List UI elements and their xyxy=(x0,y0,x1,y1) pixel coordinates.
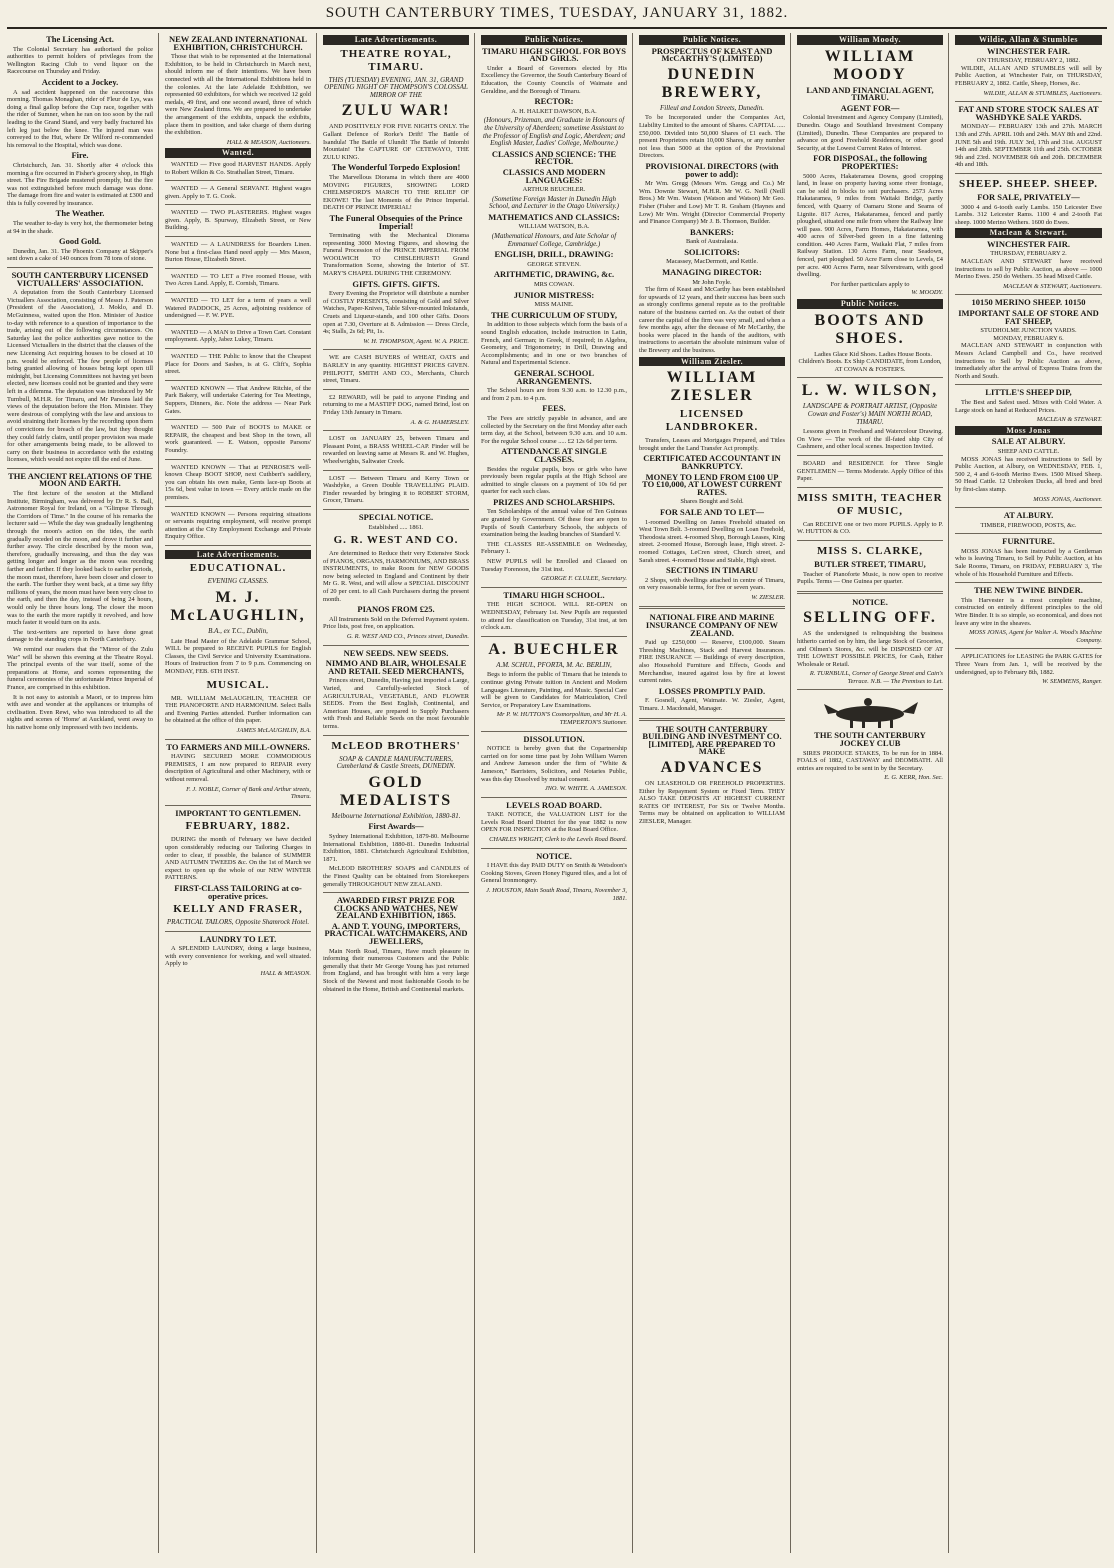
ad-name: GEORGE STEVEN. xyxy=(527,260,581,268)
ad-text: Princes street, Dunedin, Having just imported a Large, Varied, and Carefully-selected Stock of AGRICULTURAL, VEGETABLE, AND FLOWER SEEDS. From the Best English, Continental, and American Houses, are prepared to Supply Purchasers with Fresh and Reliable Seeds on the most favourable terms. xyxy=(323,677,469,730)
ad-text: This Harvester is a most complete machine, constructed on entirely different principles to the old Wire Binder. It is so simple, so economical, and does not leave any wire in the sheaves. xyxy=(955,596,1102,627)
ad-subheading: ON THURSDAY, FEBRUARY 2, 1882. xyxy=(976,57,1081,65)
article-text: Christchurch, Jan. 31. Shortly after 4 o'clock this morning a fire occurred in Fisher's grocery shop, in High street. The Fire Brigade mustered promptly, but the fire was not extinguished before much damage was done. The damage from fire and water is estimated at £300 and this is fully covered by insurance. xyxy=(7,161,153,207)
section-band: William Ziesler. xyxy=(639,357,785,367)
ad-heading: NOTICE. xyxy=(852,596,888,607)
section-band: Moss Jonas xyxy=(955,426,1102,436)
ad-subheading: SOAP & CANDLE MANUFACTURERS, Cumberland & Castle Streets, DUNEDIN. xyxy=(336,754,456,771)
ad-subheading: Established ..... 1861. xyxy=(368,523,424,531)
column-7 xyxy=(955,33,1107,1553)
section-band: Public Notices. xyxy=(639,35,785,45)
ad-heading: RECTOR: xyxy=(534,96,574,107)
ad-text: Ten Scholarships of the annual value of Ten Guineas are granted by Government. Of these four are open to Pupils of South Canterbury Schools, the subjects of examination being the leading branches of Standard V. xyxy=(481,508,627,539)
ad-heading: BANKERS: xyxy=(690,226,734,237)
ad-heading: TIMARU HIGH SCHOOL. xyxy=(503,589,605,600)
divider xyxy=(955,582,1102,583)
ad-text: In addition to those subjects which form the basis of a sound English education, include instruction in Latin, French, and German; in Greek, if required; in Algebra, Geometry, and Trigonometry; in Drill, Drawing and Accomplishments; and in one or two branches of Natural and Experimental Science. xyxy=(481,321,627,367)
ad-heading: SPECIAL NOTICE. xyxy=(358,511,434,522)
ad-subheading: EVENING CLASSES. xyxy=(207,577,269,586)
signature: JNO. W. WHITE. A. JAMESON. xyxy=(544,785,627,793)
ad-subheading: (Mathematical Honours, and late Scholar of Emmanuel College, Cambridge.) xyxy=(491,232,617,248)
ad-name: MISS SMITH, TEACHER OF MUSIC, xyxy=(797,491,943,517)
ad-text: Mr Wm. Gregg (Messrs Wm. Gregg and Co.) Mr Wm. Downie Stewart, M.H.R. Mr W. G. Neill (Neill Bros.) Mr Wm. Watson (Watson and Watson) Mr Geo. Fisher (Fisher and Low) Mr T. R. Graham (Haynes and Low) Mr Wm. Wright (Director Commercial Property and Finance Company) Mr J. B. Thomson, Builder. xyxy=(639,180,785,226)
ad-text: F. Gosnell, Agent, Waimate. W. Ziesler, Agent, Timaru. J. Macdonald, Manager. xyxy=(639,697,785,712)
headline: THE ANCIENT RELATIONS OF THE MOON AND EARTH. xyxy=(8,470,152,489)
ad-name: MRS COWAN. xyxy=(533,281,575,289)
ad-subheading: A.M. SCHUL, PFORTA, M. Ac. BERLIN, xyxy=(496,660,612,669)
section-band: Late Advertisements. xyxy=(323,35,469,45)
ad-heading: NATIONAL FIRE AND MARINE INSURANCE COMPANY OF NEW ZEALAND. xyxy=(645,612,779,638)
divider xyxy=(165,204,311,205)
ad-heading: The Wonderful Torpedo Explosion! xyxy=(331,162,461,173)
divider xyxy=(165,506,311,507)
ad-text: WE are CASH BUYERS of WHEAT, OATS and BARLEY in any quantity. HIGHEST PRICES GIVEN. PHILPOTT, SMITH AND CO., Merchants, Church street, Timaru. xyxy=(323,354,469,385)
divider xyxy=(481,587,627,588)
divider xyxy=(797,455,943,456)
ad-text: AND POSITIVELY FOR FIVE NIGHTS ONLY. The Gallant Defence of Rorke's Drift! The Battle of Isandula! The Battle of Ulundi! The Battle of Intombi Mountain! The CAPTURE OF CETEWAYO, THE ZULU KING. xyxy=(323,123,469,161)
ad-text: Late Head Master of the Adelaide Grammar School, WILL be prepared to RECEIVE PUPILS for English Classes, the Civil Service and University Examinations. Hours of Instruction from 7 to 9 p.m. Commencing on MONDAY, FEB. 6TH INST. xyxy=(165,637,311,676)
ad-subheading: (Sometime Foreign Master in Dunedin High School, and Lecturer in the Otago University.) xyxy=(489,194,619,211)
article-text: A sad accident happened on the racecourse this morning. Thomas Monaghan, rider of Fleur de Lys, was doing a final gallop before the Cup race, together with the rider of Sumner, when he ran on too soon by the rail leading to the Grand Stand, and very badly fractured his left leg just below the knee. The injured man was conveyed to the Hut, where Dr Wilford re-commended his removal to the Hospital, which was done. xyxy=(7,88,153,149)
ad-heading: MUSICAL. xyxy=(206,678,270,691)
ad-name: KELLY AND FRASER, xyxy=(173,903,303,916)
ad-heading: SOLICITORS: xyxy=(684,246,740,257)
divider xyxy=(323,349,469,350)
ad-text: Mr John Foyle. xyxy=(692,278,732,286)
ad-heading: CERTIFICATED ACCOUNTANT IN BANKRUPTCY. xyxy=(643,453,781,471)
signature: Mr P. W. HUTTON'S Cosmorpolitan, and Mr H. A. TEMPERTON'S Stationer. xyxy=(496,711,627,726)
divider xyxy=(481,848,627,849)
ad-heading: CLASSICS AND SCIENCE: THE RECTOR. xyxy=(491,148,617,167)
ad-text: THE CLASSES RE-ASSEMBLE on Wednesday, February 1. xyxy=(481,540,627,556)
ad-heading: MONEY TO LEND FROM £100 UP TO £10,000, AT LOWEST CURRENT RATES. xyxy=(642,471,782,497)
ad-heading: IMPORTANT TO GENTLEMEN. xyxy=(175,807,301,818)
ad-text: ON LEASEHOLD OR FREEHOLD PROPERTIES. Either by Repayment System or Fixed Term. THEY ALSO TAKE DEPOSITS AT HIGHEST CURRENT RATES OF INTEREST, For Six or Twelve Months. Terms may be obtained on application to WILLIAM ZIESLER, Manager. xyxy=(639,779,785,825)
signature: MACLEAN & STEWART, Auctioneers. xyxy=(1003,282,1102,290)
article-text: The text-writers are reported to have done great damage to the standing crops in North Canterbury. xyxy=(7,628,153,644)
ad-heading: THE NEW TWINE BINDER. xyxy=(974,585,1083,596)
divider xyxy=(165,459,311,460)
ad-text: Are determined to Reduce their very Extensive Stock of PIANOS, ORGANS, HARMONIUMS, AND BRASS INSTRUMENTS, to make Room for NEW GOODS now being selected in England and Continent by their Mr G. R. West, and will allow a SPECIAL DISCOUNT of 20 per cent. to all Cash Purchasers during the present month. xyxy=(323,550,469,603)
ad-subheading: PRACTICAL TAILORS, Opposite Shamrock Hotel. xyxy=(166,918,310,927)
divider xyxy=(955,533,1102,534)
ad-heading: LITTLE'S SHEEP DIP, xyxy=(985,387,1072,398)
ad-text: AS the undersigned is relinquishing the business hitherto carried on by him, the large Stock of Groceries, and Oilmen's Stores, &c. will be DISPOSED OF AT THE LOWEST POSSIBLE PRICES, for Cash, Either Wholesale or Retail. xyxy=(797,630,943,668)
divider xyxy=(165,236,311,237)
divider xyxy=(797,591,943,594)
article-text: It is not easy to astonish a Maori, or to impress him with awe and wonder at the appliances or triumphs of civilisation. Even Rewi, who was introduced to all the sights and scenes of 'Home' at Auckland, went away to his native home only impressed with two incidents. xyxy=(7,693,153,731)
ad-name: ADVANCES xyxy=(660,758,764,776)
ad-text: MOSS JONAS has received instructions to Sell by Public Auction, at Albury, on WEDNESDAY, FEB. 1, 500 2, 4 and 6-tooth Merino Ewes. 1500 Mixed Sheep. 50 Head Cattle. 12 Unbroken Ducks, all bred and bred by first-class stamp. xyxy=(955,455,1102,493)
ad-name: WILLIAM ZIESLER xyxy=(666,369,758,405)
divider xyxy=(955,384,1102,385)
section-band: Wanted. xyxy=(165,148,311,158)
wanted-item: WANTED KNOWN — That Andrew Ritchie, of the Park Bakery, will undertake Catering for Tea Meetings, Suppers, Dinners, &c. Note the address — Near Park Gates. xyxy=(165,384,311,415)
ad-heading: PROSPECTUS OF KEAST AND McCARTHY'S (LIMITED) xyxy=(651,45,773,64)
section-band: Public Notices. xyxy=(481,35,627,45)
article-text: We remind our readers that the "Mirror of the Zulu War" will be shown this evening at the Theatre Royal. The principal events of the war itself, some of the preparations at Home, and scenes representing the funeral ceremonies of the unfortunate Prince Imperial of France, are comprised in this exhibition. xyxy=(7,645,153,691)
ad-heading: GENERAL SCHOOL ARRANGEMENTS. xyxy=(513,367,595,386)
divider xyxy=(797,540,943,541)
ad-name: GOLD MEDALISTS xyxy=(339,773,453,809)
signature: WILDIE, ALLAN & STUMBLES, Auctioneers. xyxy=(983,89,1102,97)
divider xyxy=(797,689,943,690)
ad-text: Paid up £250,000 — Reserve, £100,000. Steam Threshing Machines, Stack and Harvest Insurances. FIRE INSURANCE — Buildings of every description, also Household Furniture and Effects, Goods and Merchandise, insured against loss by fire at lowest current rates. xyxy=(639,639,785,685)
ad-text: The School hours are from 9.30 a.m. to 12.30 p.m., and from 2 p.m. to 4 p.m. xyxy=(481,387,627,402)
ad-text: LOST — Between Timaru and Kerry Town or Washdyke, a Green Double TRAVELLING PLAID. Finder rewarded by bringing it to ROBERT STORM, Grocer, Timaru. xyxy=(323,474,469,505)
wanted-list xyxy=(165,161,311,546)
ad-text: Lessons given in Freehand and Watercolour Drawing. On View — The work of the ill-fated ship City of Cashmere, and other local scenes. Inspection Invited. xyxy=(797,428,943,451)
ad-heading: AT ALBURY. xyxy=(1003,510,1054,521)
ad-heading: LAUNDRY TO LET. xyxy=(199,933,277,944)
ad-text: DURING the month of February we have decided upon considerably reducing our Tailoring Charges in order to clear, if possible, the balance of SUMMER AND AUTUMN TWEEDS &c. On the 1st of March we expect to open up the whole of our NEW WINTER PATTERNS. xyxy=(165,836,311,882)
ad-heading: AWARDED FIRST PRIZE FOR CLOCKS AND WATCHES, NEW ZEALAND EXHIBITION, 1865. xyxy=(333,895,459,921)
divider xyxy=(955,294,1102,295)
ad-heading: 10150 MERINO SHEEP. 10150 xyxy=(971,297,1086,308)
ad-text: WILDIE, ALLAN AND STUMBLES will sell by Public Auction, at Winchester Fair, on THURSDAY, FEBRUARY 2, 1882. Cattle, Sheep, Horses, &c. xyxy=(955,64,1102,87)
ad-text: MOSS JONAS has been instructed by a Gentleman who is leaving Timaru, to Sell by Public Auction, at his Sale Rooms, Timaru, on FRIDAY, FEBRUARY 3, The whole of his Household Furniture and Effects. xyxy=(955,547,1102,578)
divider xyxy=(165,348,311,349)
signature: W. MOODY. xyxy=(911,289,943,297)
ad-heading: First Awards— xyxy=(368,821,424,832)
divider xyxy=(165,324,311,325)
wanted-item: WANTED — TWO PLASTERERS. Highest wages given. Apply, B. Spurway, Elizabeth Street, or New Building. xyxy=(165,209,311,232)
ad-subheading: LAND AND FINANCIAL AGENT, TIMARU. xyxy=(806,84,934,103)
ad-name: L. W. WILSON, xyxy=(801,382,939,400)
wanted-item: WANTED — TO LET for a term of years a well Watered PADDOCK, 25 Acres, adjoining residence of undersigned — F. W. PYE. xyxy=(165,297,311,320)
ad-text: Transfers, Leases and Mortgages Prepared, and Titles brought under the Land Transfer Act promptly. xyxy=(639,437,785,452)
ad-subheading: FOR SALE, PRIVATELY— xyxy=(977,191,1080,202)
article-text: The weather to-day is very hot, the thermometer being at 94 in the shade. xyxy=(7,220,153,235)
ad-text: HAVING SECURED MORE COMMODIOUS PREMISES, I am now prepared to REPAIR every description of Agricultural and other Machinery, with or without removal. xyxy=(165,753,311,783)
ad-text: Colonial Investment and Agency Company (Limited), Dunedin. Otago and Southland Investment Company (Limited), Dunedin. These Companies are prepared to advance on good Freehold Residences, or other good Security, at the Lowest Current Rates of Interest. xyxy=(797,114,943,152)
ad-heading: The Funeral Obsequies of the Prince Imperial! xyxy=(329,212,463,231)
ad-text: The firm of Keast and McCarthy has been established for upwards of 12 years, and their success has been such as strongly confirms general repute as to the profitable nature of the business carried on. As the outset of their career the capital of the firm was very small, and when a few months ago, after the decease of Mr McCarthy, the books were placed in the hands of the auditors, with instructions to ascertain the absolute minimum value of the Brewery and the business. xyxy=(639,286,785,354)
ad-heading: PROVISIONAL DIRECTORS (with power to add): xyxy=(645,160,779,179)
signature: W. H. THOMPSON, Agent. W. A. PRICE. xyxy=(363,337,469,345)
ad-name: A. AND T. YOUNG, IMPORTERS, PRACTICAL WATCHMAKERS, AND JEWELLERS, xyxy=(324,920,468,947)
signature: JAMES McLAUGHLIN, B.A. xyxy=(236,727,311,734)
ad-subheading: (Honours, Prizeman, and Graduate in Honours of the University of Aberdeen; sometime Assistant to the Professor of English and Logic, Aberdeen; and English Master, Ladies' College, Melbourne.) xyxy=(482,116,626,148)
ad-heading: FEES. xyxy=(542,403,566,414)
ad-name: M. J. McLAUGHLIN, xyxy=(170,589,306,625)
ad-text: The Marvellous Diorama in which there are 4000 MOVING FIGURES, SHOWING LORD CHELMSFORD'S MARCH TO THE RELIEF OF EKOWE! The last Moments of the Prince Imperial. DEATH OF PRINCE IMPERIAL! xyxy=(323,173,469,212)
divider xyxy=(165,268,311,269)
wanted-item: WANTED — A MAN to Drive a Town Cart. Constant employment. Apply, Jabez Lukey, Timaru. xyxy=(165,328,311,344)
ad-heading: SHEEP. SHEEP. SHEEP. xyxy=(959,177,1098,190)
ad-text: Shares Bought and Sold. xyxy=(680,498,744,506)
ad-name: A. H. HALKET DAWSON, B.A. xyxy=(511,107,597,115)
divider xyxy=(165,419,311,420)
ad-heading: JUNIOR MISTRESS: xyxy=(513,289,595,300)
section-band: Public Notices. xyxy=(797,299,943,309)
ad-heading: FAT AND STORE STOCK SALES AT WASHDYKE SALE YARDS. xyxy=(958,104,1099,122)
ad-heading: FOR SALE AND TO LET— xyxy=(659,506,765,517)
ad-subheading: LICENSED LANDBROKER. xyxy=(665,408,759,434)
wanted-item: WANTED KNOWN — That at PENROSE'S well-known Cheap BOOT SHOP, next Cuthbert's saddlery, you can obtain his own make, Gents lace-up Boots at 15s 6d, best value in town — Every article made on the premises. xyxy=(165,463,311,501)
ad-text: A SPLENDID LAUNDRY, doing a large business, with every convenience for working, and well situated. Apply to xyxy=(165,945,311,968)
signature: W. SEMMENS, Ranger. xyxy=(1042,678,1102,686)
divider xyxy=(481,636,627,637)
wanted-item: WANTED — 500 Pair of BOOTS to MAKE or REPAIR, the cheapest and best Shop in the town, all work guaranteed. — E. Watson, opposite Parsons' Foundry. xyxy=(165,424,311,454)
ad-text: Besides the regular pupils, boys or girls who have previously been regular pupils at the High School are admitted to single classes on a payment of 10s 6d per quarter for each such class. xyxy=(481,465,627,496)
column-4 xyxy=(481,33,633,1553)
ad-subheading: THURSDAY, FEBRUARY 2. xyxy=(990,250,1067,258)
ad-text: Those that wish to be represented at the International Exhibition, to be held in Christchurch in March next, should inform me of their intentions. We have been connected with all the International Exhibitions held in the colonies. At the late Adelaide Exhibition, we represented 60 exhibitors, for which we received 12 gold medals, 49 first, and one second award, three of which were New Zealand firms. We are prepared to undertake the arrangement of the exhibits, unpack the exhibits, place them in position, and take charge of them during the exhibition. xyxy=(165,53,311,137)
section-band: Wildie, Allan & Stumbles xyxy=(955,35,1102,45)
columns xyxy=(7,33,1107,1553)
newspaper-page xyxy=(7,5,1107,1558)
ad-heading: SALE AT ALBURY. xyxy=(991,436,1066,447)
divider xyxy=(165,380,311,381)
ad-heading: TO FARMERS AND MILL-OWNERS. xyxy=(166,741,310,752)
ad-heading: ARITHMETIC, DRAWING, &c. xyxy=(493,269,615,280)
ad-text: TAKE NOTICE, the VALUATION LIST for the Levels Road Board District for the year 1882 is now OPEN FOR INSPECTION at the Road Board Office. xyxy=(481,811,627,834)
divider xyxy=(7,468,153,469)
wanted-item: WANTED — A LAUNDRESS for Boarders Linen. None but a first-class Hand need apply — Mrs Mason, Burton House, Elizabeth Street. xyxy=(165,241,311,264)
ad-heading: FIRST-CLASS TAILORING at co-operative prices. xyxy=(174,882,302,901)
divider xyxy=(323,430,469,431)
ad-text: All Instruments Sold on the Deferred Payment system. Price lists, post free, on application. xyxy=(323,615,469,631)
ad-text: Terminating with the Mechanical Diorama representing 3000 Moving Figures, and showing the Funeral Procession of the PRINCE IMPERIAL FROM WOOLWICH TO CHISLEHURST! Grand Transformation Scene, showing the Interior of ST. MARY'S CHAPEL DURING THE CEREMONY. xyxy=(323,232,469,278)
column-3 xyxy=(323,33,475,1553)
divider xyxy=(797,377,943,378)
wanted-item: WANTED — TO LET a Five roomed House, with Two Acres Land. Apply, E. Cornish, Timaru. xyxy=(165,272,311,288)
signature: E. G. KERR, Hon. Sec. xyxy=(884,774,943,782)
signature: HALL & MEASON. xyxy=(260,970,311,978)
divider xyxy=(323,735,469,736)
ad-subheading: LANDSCAPE & PORTRAIT ARTIST, (Opposite Cowan and Foster's) MAIN NORTH ROAD, TIMARU. xyxy=(802,402,938,426)
divider xyxy=(7,267,153,268)
ad-name: A. BUECHLER xyxy=(488,640,620,658)
headline: The Weather. xyxy=(55,208,105,219)
ad-text: I HAVE this day PAID DUTY on Smith & Wetsdoon's Cooking Stoves, Green Honey Figured tiles, and a lot of General Ironmongery. xyxy=(481,862,627,885)
ad-subheading: BUTLER STREET, TIMARU, xyxy=(814,558,926,569)
ad-heading: GIFTS. GIFTS. GIFTS. xyxy=(352,278,440,289)
section-band: Late Advertisements. xyxy=(165,550,311,560)
ad-heading: THEATRE ROYAL, TIMARU. xyxy=(340,47,452,73)
signature: GEORGE F. CLULEE, Secretary. xyxy=(541,575,627,583)
wanted-item: WANTED — Five good HARVEST HANDS. Apply to Robert Wilkin & Co. Strathallan Street, Timaru. xyxy=(165,160,311,176)
ad-heading: WINCHESTER FAIR. xyxy=(987,238,1070,249)
ad-heading: PRIZES AND SCHOLARSHIPS. xyxy=(493,496,615,507)
ad-subheading: TIMBER, FIREWOOD, POSTS, &c. xyxy=(980,521,1077,529)
ad-name: NIMMO AND BLAIR, WHOLESALE AND RETAIL SEED MERCHANTS, xyxy=(325,658,467,676)
divider xyxy=(323,509,469,510)
ad-text: McLEOD BROTHERS' SOAPS and CANDLES of the Finest Quality can be obtained from Storekeepers generally THROUGHOUT NEW ZEALAND. xyxy=(323,865,469,888)
ad-name: DUNEDIN BREWERY, xyxy=(661,65,763,101)
wanted-item: WANTED KNOWN — Persons requiring situations or servants requiring employment, will receive prompt attention at the City Employment Exchange and Private Enquiry Office. xyxy=(165,510,311,541)
headline: NEW ZEALAND INTERNATIONAL EXHIBITION, CHRISTCHURCH. xyxy=(168,34,308,52)
divider xyxy=(165,805,311,806)
divider xyxy=(639,606,785,609)
headline: The Licensing Act. xyxy=(46,34,114,44)
ad-text: NOTICE is hereby given that the Copartnership carried on for some time past by John William Warren and Andrew Jameson under the firm of "White & Jameson," Barristers, Solicitors, and Notaries Public, was this day Dissolved by mutual consent. xyxy=(481,745,627,783)
divider xyxy=(481,797,627,798)
ad-heading: DISSOLUTION. xyxy=(523,733,585,744)
article-text: The Colonial Secretary has authorised the police authorities to permit holders of privileges from the Wellington Racing Club to vend liquor on the Racecourse on Thursday and Friday. xyxy=(7,45,153,76)
divider xyxy=(165,292,311,293)
ad-heading: FOR DISPOSAL, the following PROPERTIES: xyxy=(813,153,927,171)
ad-text: 1-roomed Dwelling on James Freehold situated on West Town Belt. 3-roomed Dwelling on Loan Freehold, Theodosia street. 4-roomed Shop, Borough Leases, King street. 2-roomed House, Borough lease, High street. 2-roomed Cottages, LeCren street, Church street, and Sarah street. 4-roomed House and Stable, High street. xyxy=(639,518,785,564)
signature: A. & G. HAMERSLEY. xyxy=(410,418,469,426)
ad-text: Every Evening the Proprietor will distribute a number of COSTLY PRESENTS, consisting of Gold and Silver Watches, Paper-Knives, Table Silver-mounted Inkstands, Cruets and Liqueur-stands, and 100 other Gifts. Doors open at 7.30, Overture at 8. Admission — Dress Circle, 4s; Stalls, 2s 6d; Pit, 1s. xyxy=(323,290,469,336)
ad-subheading: B.A., ex T.C., Dublin, xyxy=(208,627,268,636)
ad-name: ZULU WAR! xyxy=(341,102,451,120)
divider xyxy=(165,180,311,181)
column-5 xyxy=(639,33,791,1553)
ad-heading: ATTENDANCE AT SINGLE CLASSES. xyxy=(501,446,607,464)
ad-text: MACLEAN AND STEWART have received instructions to sell by Public Auction, as above — 1000 Merino Ewes. 250 do Wethers. 35 head Mixed Cattle. xyxy=(955,258,1102,281)
masthead: SOUTH CANTERBURY TIMES, TUESDAY, JANUARY 31, 1882. xyxy=(7,5,1107,29)
headline: Good Gold. xyxy=(58,236,102,247)
divider xyxy=(323,645,469,646)
ad-name: G. R. WEST AND CO. xyxy=(333,534,459,547)
ad-text: Can RECEIVE one or two more PUPILS. Apply to P. W. HUTTON & CO. xyxy=(797,520,943,536)
ad-heading: NEW SEEDS. NEW SEEDS. xyxy=(343,647,449,658)
ad-heading: THE SOUTH CANTERBURY JOCKEY CLUB xyxy=(814,730,926,749)
signature: F. J. NOBLE, Corner of Bank and Arthur streets, Timaru. xyxy=(186,785,311,801)
ad-heading: AGENT FOR— xyxy=(840,102,900,113)
ad-text: APPLICATIONS for LEASING the PARK GATES for Three Years from Jan. 1, will be received by the undersigned, up to February 8th, 1882. xyxy=(955,653,1102,676)
ad-text: NEW PUPILS will be Enrolled and Classed on Tuesday Forenoon, the 31st inst. xyxy=(481,558,627,573)
ad-heading: EDUCATIONAL. xyxy=(189,562,287,575)
ad-text: Macassey, MacDermott, and Kettle. xyxy=(666,258,758,266)
divider xyxy=(323,470,469,471)
ad-subheading: Melbourne International Exhibition, 1880-81. xyxy=(331,811,461,820)
wanted-item: WANTED — THE Public to know that the Cheapest Place for Doors and Sashes, is at G. Clift's, Sophia street. xyxy=(165,353,311,376)
ad-heading: WINCHESTER FAIR. xyxy=(987,45,1070,56)
ad-heading: TIMARU HIGH SCHOOL FOR BOYS AND GIRLS. xyxy=(481,45,627,64)
ad-text: THE HIGH SCHOOL WILL RE-OPEN on WEDNESDAY, February 1st. New Pupils are requested to attend for classification on Tuesday, 31st inst, at ten o'clock a.m. xyxy=(481,601,627,632)
ad-text: MR. WILLIAM McLAUGHLIN, TEACHER OF THE PIANOFORTE AND HARMONIUM. Select Balls and Evening Parties attended. Further information can be obtained at the office of this paper. xyxy=(165,694,311,725)
ad-text: 5000 Acres, Hakateramea Downs, good cropping land, in lease on property having some river frontage, can be sold in blocks to suit purchasers. 2573 Acres Hakataramea, 9 miles from Waitaki Bridge, partly fenced, with Quarry of Oamaru Stone and Seams of Lignite. 817 Acres, Hakataramea, fenced and partly ploughed, situated one mile from where the Railway line will pass. 900 Acres, Farm Homes, Hakataramea, with 400 acres of Silver-bed green in a fine fattening condition. 440 Acres Farm, Waikaki Flat, 7 miles from Railway Station. 130 Acres Farm, near Seadown, fenced, part ploughed. 50 Acre Farm close to Levels, £4 per acre. 400 Acres Farm, near Silverstream, with good dwelling. xyxy=(797,172,943,279)
signature: CHARLES WRIGHT, Clerk to the Levels Road Board. xyxy=(489,836,627,844)
ad-heading: LOSSES PROMPTLY PAID. xyxy=(658,685,766,696)
headline: SOUTH CANTERBURY LICENSED VICTUALLERS' ASSOCIATION. xyxy=(11,270,149,288)
signature: J. HOUSTON, Main South Road, Timaru, November 3, 1881. xyxy=(486,887,627,902)
ad-name: MISS MAINE. xyxy=(534,301,574,309)
ad-heading: MATHEMATICS AND CLASSICS: xyxy=(488,211,620,222)
divider xyxy=(165,739,311,740)
divider xyxy=(323,389,469,390)
divider xyxy=(639,718,785,721)
ad-text: To be Incorporated under the Companies Act, Liability Limited to the amount of Shares. CAPITAL ..... £50,000. Divided into 50,000 Shares of £1 each. The present Proprietors retain 10,000 Shares, or any number not less than 5000 at the option of the Provisional Directors. xyxy=(639,114,785,160)
divider xyxy=(955,648,1102,649)
ad-text: The Best and Safest used. Mixes with Cold Water. A Large stock on hand at Reduced Prices. xyxy=(955,398,1102,414)
ad-text: Bank of Australasia. xyxy=(685,238,738,246)
ad-name: WILLIAM MOODY xyxy=(824,47,916,83)
ad-text: Main North Road, Timaru, Have much pleasure in informing their numerous Customers and the Public generally that their Mr George Young has just returned from England, and has brought with him a very large Stock of the Newest and most fashionable Goods to be obtained in the Home, British and Continental markets. xyxy=(323,947,469,993)
ad-heading: PIANOS FROM £25. xyxy=(357,604,435,615)
ad-text: Teacher of Pianoforte Music, is now open to receive Pupils. Terms — One Guinea per quarter. xyxy=(797,570,943,586)
article-text: Dunedin, Jan. 31. The Phoenix Company at Skipper's sent down a cake of 140 ounces from 78 tons of stone. xyxy=(7,247,153,263)
ad-name: BOOTS AND SHOES. xyxy=(814,311,926,347)
column-6 xyxy=(797,33,949,1553)
divider xyxy=(481,731,627,732)
ad-heading: NOTICE. xyxy=(536,850,572,861)
racehorse-engraving-icon xyxy=(810,694,930,728)
ad-text: MACLEAN AND STEWART in conjunction with Messrs Acland Campbell and Co., have received instructions to Sell by Public Auction as above, immediately after the arrival of Express Trains from the North and South. xyxy=(955,342,1102,380)
ad-subheading: THIS (TUESDAY) EVENING, JAN. 31, GRAND OPENING NIGHT OF THOMPSON'S COLOSSAL MIRROR OF THE xyxy=(324,75,468,99)
ad-text: For further particulars apply to xyxy=(830,280,910,288)
ad-name: WILLIAM WATSON, B.A. xyxy=(518,223,590,231)
ad-heading: SECTIONS IN TIMARU xyxy=(666,565,758,576)
headline: Fire. xyxy=(71,150,89,161)
ad-heading: THE CURRICULUM OF STUDY, xyxy=(491,309,617,320)
ad-subheading: FEBRUARY, 1882. xyxy=(185,820,291,833)
signature: MACLEAN & STEWART. xyxy=(1036,416,1102,424)
ad-text: SIRES PRODUCE STAKES, To be run for in 1884. FOALS of 1882, CASTAWAY and DEOMBATH. All entries are required to be sent in by the Secretary. xyxy=(797,749,943,772)
section-band: William Moody. xyxy=(797,35,943,45)
column-2 xyxy=(165,33,317,1553)
ad-subheading: MONDAY, FEBRUARY 6. xyxy=(993,334,1064,342)
signature: G. R. WEST AND CO., Princes street, Dunedin. xyxy=(346,633,469,641)
ad-text: LOST on JANUARY 25, between Timaru and Pleasant Point, a BRASS WHEEL-CAP. Finder will be rewarded on leaving same at Messrs R. and W. Hughes, Wheelwrights, Saltwater Creek. xyxy=(323,435,469,465)
ad-name: SELLING OFF. xyxy=(803,609,937,627)
signature: MOSS JONAS, Auctioneer. xyxy=(1033,495,1102,503)
divider xyxy=(955,173,1102,174)
ad-heading: MANAGING DIRECTOR: xyxy=(662,267,762,278)
ad-text: MONDAY— FEBRUARY 13th and 27th. MARCH 13th and 27th. APRIL 10th and 24th. MAY 8th and 22nd. JUNE 5th and 19th. JULY 3rd, 17th and 31st. AUGUST 14th and 28th. SEPTEMBER 11th and 25th. OCTOBER 9th and 23rd. NOVEMBER 6th and 20th. DECEMBER 4th and 18th. xyxy=(955,123,1102,169)
ad-heading: LEVELS ROAD BOARD. xyxy=(506,799,602,810)
ad-heading: CLASSICS AND MODERN LANGUAGES: xyxy=(502,166,606,185)
ad-heading: THE SOUTH CANTERBURY BUILDING AND INVESTMENT CO. [LIMITED], ARE PREPARED TO MAKE xyxy=(642,723,782,757)
divider xyxy=(165,931,311,932)
column-1 xyxy=(7,33,159,1553)
divider xyxy=(323,892,469,893)
headline: Accident to a Jockey. xyxy=(41,76,119,87)
signature: R. TURNBULL, Corner of George Street and Cain's Terrace. N.B. — The Premises to Let. xyxy=(809,670,943,685)
signature: W. ZIESLER. xyxy=(751,593,785,601)
article-text: The first lecture of the session at the Midland Institute, Birmingham, was delivered by Dr R. S. Ball, Astronomer Royal for Ireland, on a "Glimpse Through the Corridors of Time." In the course of his remarks the lecturer said — While the day was gradually lengthening through the moon's action on the tides, the earth gradually receded on the moon, and drove it further and further away. The circle described by the moon was, therefore, gradually increasing, and thus the day was getting longer and longer as the moon was receding farther and farther. If they looked back to earlier periods, the moon must, therefore, have been closer and closer to the earth. The further they went back, at a time say fifty millions of years, the moon must have been very close to the earth, and then the day, instead of being 24 hours, would only be three hours long. The closer the moon was to the earth the more rapidly it revolved, and how much faster it would turn on its axis. xyxy=(7,490,153,627)
ad-name: MISS S. CLARKE, xyxy=(816,544,924,557)
ad-text: Begs to inform the public of Timaru that he intends to continue giving Private tuition in Ancient and Modern Languages Literature, Painting, and Music. Special Care will be given to Candidates for Matriculation, Civil Service, or Preparatory Law Examinations. xyxy=(481,671,627,709)
divider xyxy=(955,507,1102,508)
wanted-item: WANTED — A General SERVANT. Highest wages given. Apply to T. G. Cook. xyxy=(165,185,311,200)
article-text: A deputation from the South Canterbury Licensed Victuallers Association, consisting of Messrs J. Paterson (President of the Association), J. Moklo, and D. McGuinness, waited upon the Hon. Minister of Justice to-day with reference to a question of importance to the trade, arising out of the following circumstances. On Saturday last the police authorities gave notice to the Licensed Victuallers in the district that the clauses of the new Licensing Act requiring houses to be closed at 10 p.m. would be enforced. The few people of licenses being granted allowing of houses being kept open till midnight, but Licensing Committees not having yet been elected, new licenses could not be granted and they were left in a dilemma. The deputation was introduced by Mr Turnbull, M.H.R. for Timaru, and Mr Parsons laid the views of the deputation before the Hon. Minister. They were desirous of complying with the law and anxious to avoid straining their licenses by the recording upon them of convictions for breach of the law, but they thought they could fairly claim, until proper provision was made for other arrangements being made, to be allowed to carry on their business in accordance with the existing licenses, which would not expire till the end of June. xyxy=(7,289,153,464)
ad-text: 3000 4 and 6-tooth early Lambs. 150 Leicester Ewe Lambs. 312 Leicester Rams. 1100 4 and 2-tooth Fat sheep. 1000 Merino Wethers. 1600 do Ewes. xyxy=(955,203,1102,226)
ad-name: McLEOD BROTHERS' xyxy=(331,739,461,752)
signature: HALL & MEASON, Auctioneers. xyxy=(226,138,311,146)
divider xyxy=(797,487,943,488)
ad-subheading: Filleul and London Streets, Dunedin. xyxy=(660,103,764,112)
ad-text: Under a Board of Governors elected by His Excellency the Governor, the South Canterbury Board of Education, the County Councils of Waimate and Geraldine, and the Borough of Timaru. xyxy=(481,64,627,95)
ad-text: £2 REWARD, will be paid to anyone Finding and returning to me a MASTIFF DOG, named Brind, lost on Friday 13th January in Timaru. xyxy=(323,393,469,416)
signature: MOSS JONAS, Agent for Walter A. Wood's Machine Company. xyxy=(969,629,1102,644)
ad-heading: FURNITURE. xyxy=(1002,536,1055,547)
divider xyxy=(165,545,311,546)
ad-text: Sydney International Exhibition, 1879-80. Melbourne International Exhibition, 1880-81. Dunedin Industrial Exhibition, 1881. Christchurch Agricultural Exhibition, 1871. xyxy=(323,832,469,863)
ad-subheading: SHEEP AND CATTLE. xyxy=(997,447,1060,455)
ad-text: 2 Shops, with dwellings attached in centre of Timaru, on very reasonable terms, for five or seven years. xyxy=(639,576,785,592)
ad-heading: ENGLISH, DRILL, DRAWING: xyxy=(494,249,614,260)
ad-heading: IMPORTANT SALE OF STORE AND FAT SHEEP, xyxy=(958,308,1099,326)
ad-text: Ladies Glace Kid Shoes. Ladies House Boots. Children's Boots. Ex Ship CANDIDATE, from London, AT COWAN & FOSTER'S. xyxy=(798,350,942,373)
divider xyxy=(955,101,1102,102)
ad-name: ARTHUR BEUCHLER. xyxy=(522,186,586,194)
ad-text: BOARD and RESIDENCE for Three Single GENTLEMEN — Terms Moderate. Apply Office of this Paper. xyxy=(797,459,943,483)
ad-subheading: STUDHOLME JUNCTION YARDS. xyxy=(980,327,1077,335)
section-band: Maclean & Stewart. xyxy=(955,228,1102,238)
ad-text: The Fees are strictly payable in advance, and are collected by the Secretary on the first Monday after each term day, at the School, between 9.30 a.m. and 10 a.m. For the regular School course ..... £2 12s 6d per term. xyxy=(481,414,627,445)
